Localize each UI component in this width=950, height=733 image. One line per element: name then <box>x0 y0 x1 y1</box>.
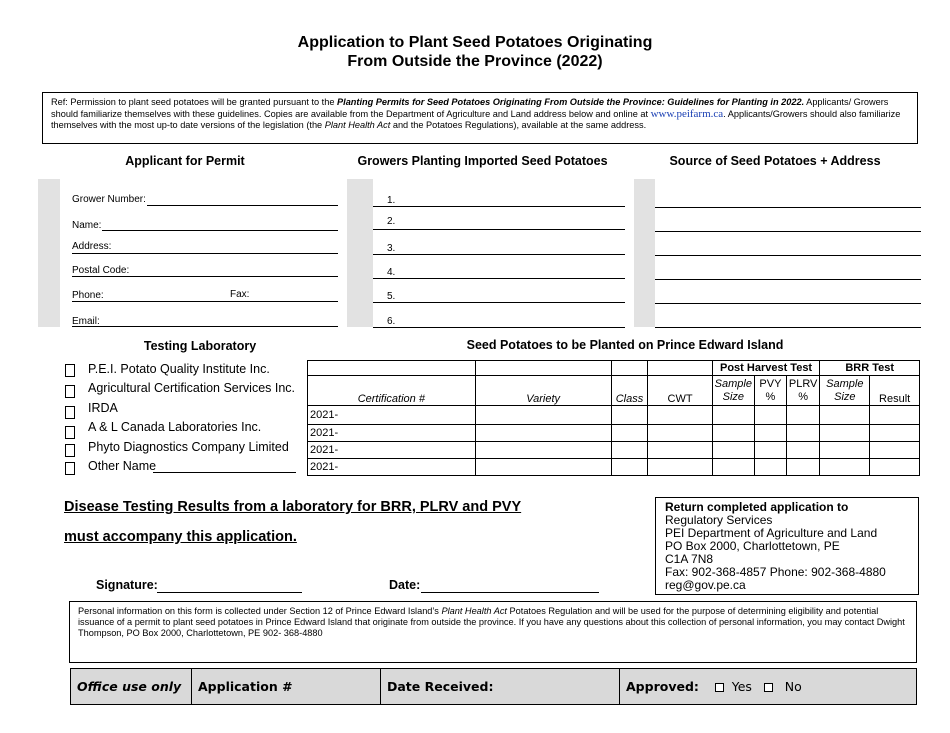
cwt-column-header: CWT <box>648 376 712 406</box>
table-cell[interactable] <box>611 442 648 459</box>
table-cell[interactable] <box>712 442 754 459</box>
table-cell[interactable] <box>786 406 820 425</box>
lab-checkbox[interactable] <box>65 364 75 377</box>
ref-text-2: Applicants/ Growers should familiarize themselves with these guidelines. Copies are available from the Department of Agriculture and Land address below and online at <box>51 97 889 119</box>
ref-text-1: Ref: Permission to plant seed potatoes will be granted pursuant to the <box>51 97 338 107</box>
lab-checkbox[interactable] <box>65 462 75 475</box>
disease-notice-line2: must accompany this application. <box>64 529 297 545</box>
email-label: Email: <box>72 316 100 327</box>
source-line-1[interactable] <box>655 207 921 208</box>
lab-checkbox[interactable] <box>65 444 75 457</box>
growers-heading: Growers Planting Imported Seed Potatoes <box>357 154 608 168</box>
table-cell <box>611 361 648 376</box>
return-line: Regulatory Services <box>665 513 773 527</box>
applicant-gray-bar <box>38 179 60 327</box>
table-cell[interactable] <box>870 406 920 425</box>
privacy-notice <box>69 601 917 663</box>
table-cell[interactable] <box>870 425 920 442</box>
grower-line-number: 5. <box>387 291 396 302</box>
table-cell[interactable] <box>611 425 648 442</box>
date-received-field[interactable] <box>381 669 620 704</box>
plrv-column-header: PLRV % <box>786 376 820 406</box>
return-heading: Return completed application to <box>665 500 849 514</box>
office-use-label: Office use only <box>71 669 192 704</box>
return-email: reg@gov.pe.ca <box>665 578 746 592</box>
table-cell[interactable] <box>754 442 786 459</box>
cert-number-cell[interactable]: 2021- <box>308 425 476 442</box>
table-cell[interactable] <box>611 406 648 425</box>
approved-yes-checkbox[interactable] <box>715 683 724 692</box>
name-label: Name: <box>72 220 102 231</box>
table-cell[interactable] <box>648 459 712 476</box>
result-column-header: Result <box>870 376 920 406</box>
phone-fax-field[interactable] <box>72 301 338 302</box>
grower-line-number: 4. <box>387 267 396 278</box>
table-cell[interactable] <box>786 425 820 442</box>
grower-number-label: Grower Number: <box>72 194 146 205</box>
grower-line-number: 6. <box>387 316 396 327</box>
variety-column-header: Variety <box>475 376 611 406</box>
fax-label: Fax: <box>230 289 250 300</box>
table-cell[interactable] <box>475 406 611 425</box>
email-field[interactable] <box>72 326 338 327</box>
seed-potatoes-table <box>307 360 920 476</box>
phone-label: Phone: <box>72 290 104 301</box>
return-line: C1A 7N8 <box>665 552 714 566</box>
table-cell[interactable] <box>712 459 754 476</box>
postal-code-label: Postal Code: <box>72 265 130 276</box>
table-cell[interactable] <box>648 425 712 442</box>
table-cell <box>308 361 476 376</box>
cert-number-cell[interactable]: 2021- <box>308 442 476 459</box>
table-cell[interactable] <box>648 406 712 425</box>
other-lab-name-field[interactable] <box>153 472 296 473</box>
return-line: PEI Department of Agriculture and Land <box>665 526 878 540</box>
applicant-heading: Applicant for Permit <box>125 154 245 168</box>
peifarm-link[interactable]: www.peifarm.ca <box>650 107 724 120</box>
privacy-act-name: Plant Health Act <box>441 606 507 616</box>
approved-no-checkbox[interactable] <box>764 683 773 692</box>
lab-checkbox[interactable] <box>65 406 75 419</box>
approved-field <box>620 669 916 704</box>
ref-text-4: and the Potatoes Regulations), available at the same address. <box>390 120 647 130</box>
lab-option-label: Agricultural Certification Services Inc. <box>88 381 296 395</box>
ref-text-3: . Applicants/Growers should also familiarize themselves with the most up-to date versions of the legislation (the <box>51 108 901 130</box>
grower-line-3[interactable] <box>373 254 625 255</box>
approved-no-label: No <box>784 679 802 694</box>
reference-box <box>42 92 918 144</box>
grower-line-2[interactable] <box>373 229 625 230</box>
lab-option-label: IRDA <box>88 401 118 415</box>
privacy-text-1: Personal information on this form is collected under Section 12 of Prince Edward Island’s <box>78 606 442 616</box>
return-line: PO Box 2000, Charlottetown, PE <box>665 539 840 553</box>
application-number-label: Application # <box>198 679 293 694</box>
form-title-line1: Application to Plant Seed Potatoes Originating <box>297 34 653 51</box>
application-number-field[interactable] <box>192 669 381 704</box>
table-cell[interactable] <box>870 459 920 476</box>
table-cell[interactable] <box>475 425 611 442</box>
grower-line-6[interactable] <box>373 327 625 328</box>
source-line-3[interactable] <box>655 255 921 256</box>
post-harvest-test-header: Post Harvest Test <box>712 361 820 376</box>
source-gray-bar <box>634 179 655 327</box>
table-cell[interactable] <box>870 442 920 459</box>
postal-code-field[interactable] <box>72 276 338 277</box>
growers-gray-bar <box>347 179 373 327</box>
signature-label: Signature: <box>96 578 158 592</box>
form-title-line2: From Outside the Province (2022) <box>347 53 603 70</box>
source-heading: Source of Seed Potatoes + Address <box>669 154 881 168</box>
lab-option-label: A & L Canada Laboratories Inc. <box>88 420 262 434</box>
grower-line-4[interactable] <box>373 278 625 279</box>
cert-column-header: Certification # <box>308 376 476 406</box>
return-line: Fax: 902-368-4857 Phone: 902-368-4880 <box>665 565 886 579</box>
source-line-6[interactable] <box>655 327 921 328</box>
table-cell[interactable] <box>786 442 820 459</box>
table-cell[interactable] <box>754 425 786 442</box>
table-cell[interactable] <box>754 406 786 425</box>
brr-sample-size-column-header: Sample Size <box>820 376 870 406</box>
table-cell[interactable] <box>712 425 754 442</box>
lab-option-label: Other Name <box>88 459 157 473</box>
source-line-5[interactable] <box>655 303 921 304</box>
grower-line-number: 3. <box>387 243 396 254</box>
table-cell[interactable] <box>754 459 786 476</box>
name-field[interactable] <box>102 230 338 231</box>
grower-line-number: 2. <box>387 216 396 227</box>
sample-size-column-header: Sample Size <box>712 376 754 406</box>
approved-label: Approved: <box>626 679 699 694</box>
address-label: Address: <box>72 241 112 252</box>
table-cell[interactable] <box>820 459 870 476</box>
table-cell[interactable] <box>475 442 611 459</box>
office-use-bar <box>70 668 917 705</box>
table-cell[interactable] <box>820 406 870 425</box>
ref-guideline-title: Planting Permits for Seed Potatoes Originating From Outside the Province: Guidelines for Planting in 2022. <box>337 97 805 107</box>
return-address-box <box>655 497 919 595</box>
class-column-header: Class <box>611 376 648 406</box>
table-cell <box>648 361 712 376</box>
date-received-label: Date Received: <box>387 679 494 694</box>
table-cell[interactable] <box>648 442 712 459</box>
seed-heading: Seed Potatoes to be Planted on Prince Edward Island <box>466 338 784 352</box>
cert-number-cell[interactable]: 2021- <box>308 459 476 476</box>
grower-number-field[interactable] <box>147 205 338 206</box>
source-line-4[interactable] <box>655 279 921 280</box>
lab-checkbox[interactable] <box>65 426 75 439</box>
address-field[interactable] <box>72 253 338 254</box>
table-cell[interactable] <box>820 425 870 442</box>
lab-option-label: P.E.I. Potato Quality Institute Inc. <box>88 362 270 376</box>
table-cell[interactable] <box>786 459 820 476</box>
table-cell <box>475 361 611 376</box>
grower-line-1[interactable] <box>373 206 625 207</box>
table-cell[interactable] <box>820 442 870 459</box>
signature-field[interactable] <box>157 592 302 593</box>
approved-yes-label: Yes <box>731 679 752 694</box>
pvy-column-header: PVY % <box>754 376 786 406</box>
source-line-2[interactable] <box>655 231 921 232</box>
grower-line-5[interactable] <box>373 302 625 303</box>
lab-option-label: Phyto Diagnostics Company Limited <box>88 440 289 454</box>
brr-test-header: BRR Test <box>820 361 920 376</box>
ref-act-name: Plant Health Act <box>324 120 391 130</box>
grower-line-number: 1. <box>387 195 396 206</box>
cert-number-cell[interactable]: 2021- <box>308 406 476 425</box>
table-cell[interactable] <box>712 406 754 425</box>
table-cell[interactable] <box>475 459 611 476</box>
lab-checkbox[interactable] <box>65 385 75 398</box>
date-field[interactable] <box>421 592 599 593</box>
table-cell[interactable] <box>611 459 648 476</box>
lab-heading: Testing Laboratory <box>143 339 257 353</box>
date-label: Date: <box>389 578 421 592</box>
disease-notice-line1: Disease Testing Results from a laboratory for BRR, PLRV and PVY <box>64 499 522 515</box>
privacy-text-2: Potatoes Regulation and will be used for the purpose of determining eligibility and potential issuance of a permit to plant seed potatoes in Prince Edward Island that originate from outside the province. If you have any questions about this collection of personal information, you may contact Dwight Thompson, PO Box 2000, Charlottetown, PE 902- 368-4880 <box>78 606 905 638</box>
